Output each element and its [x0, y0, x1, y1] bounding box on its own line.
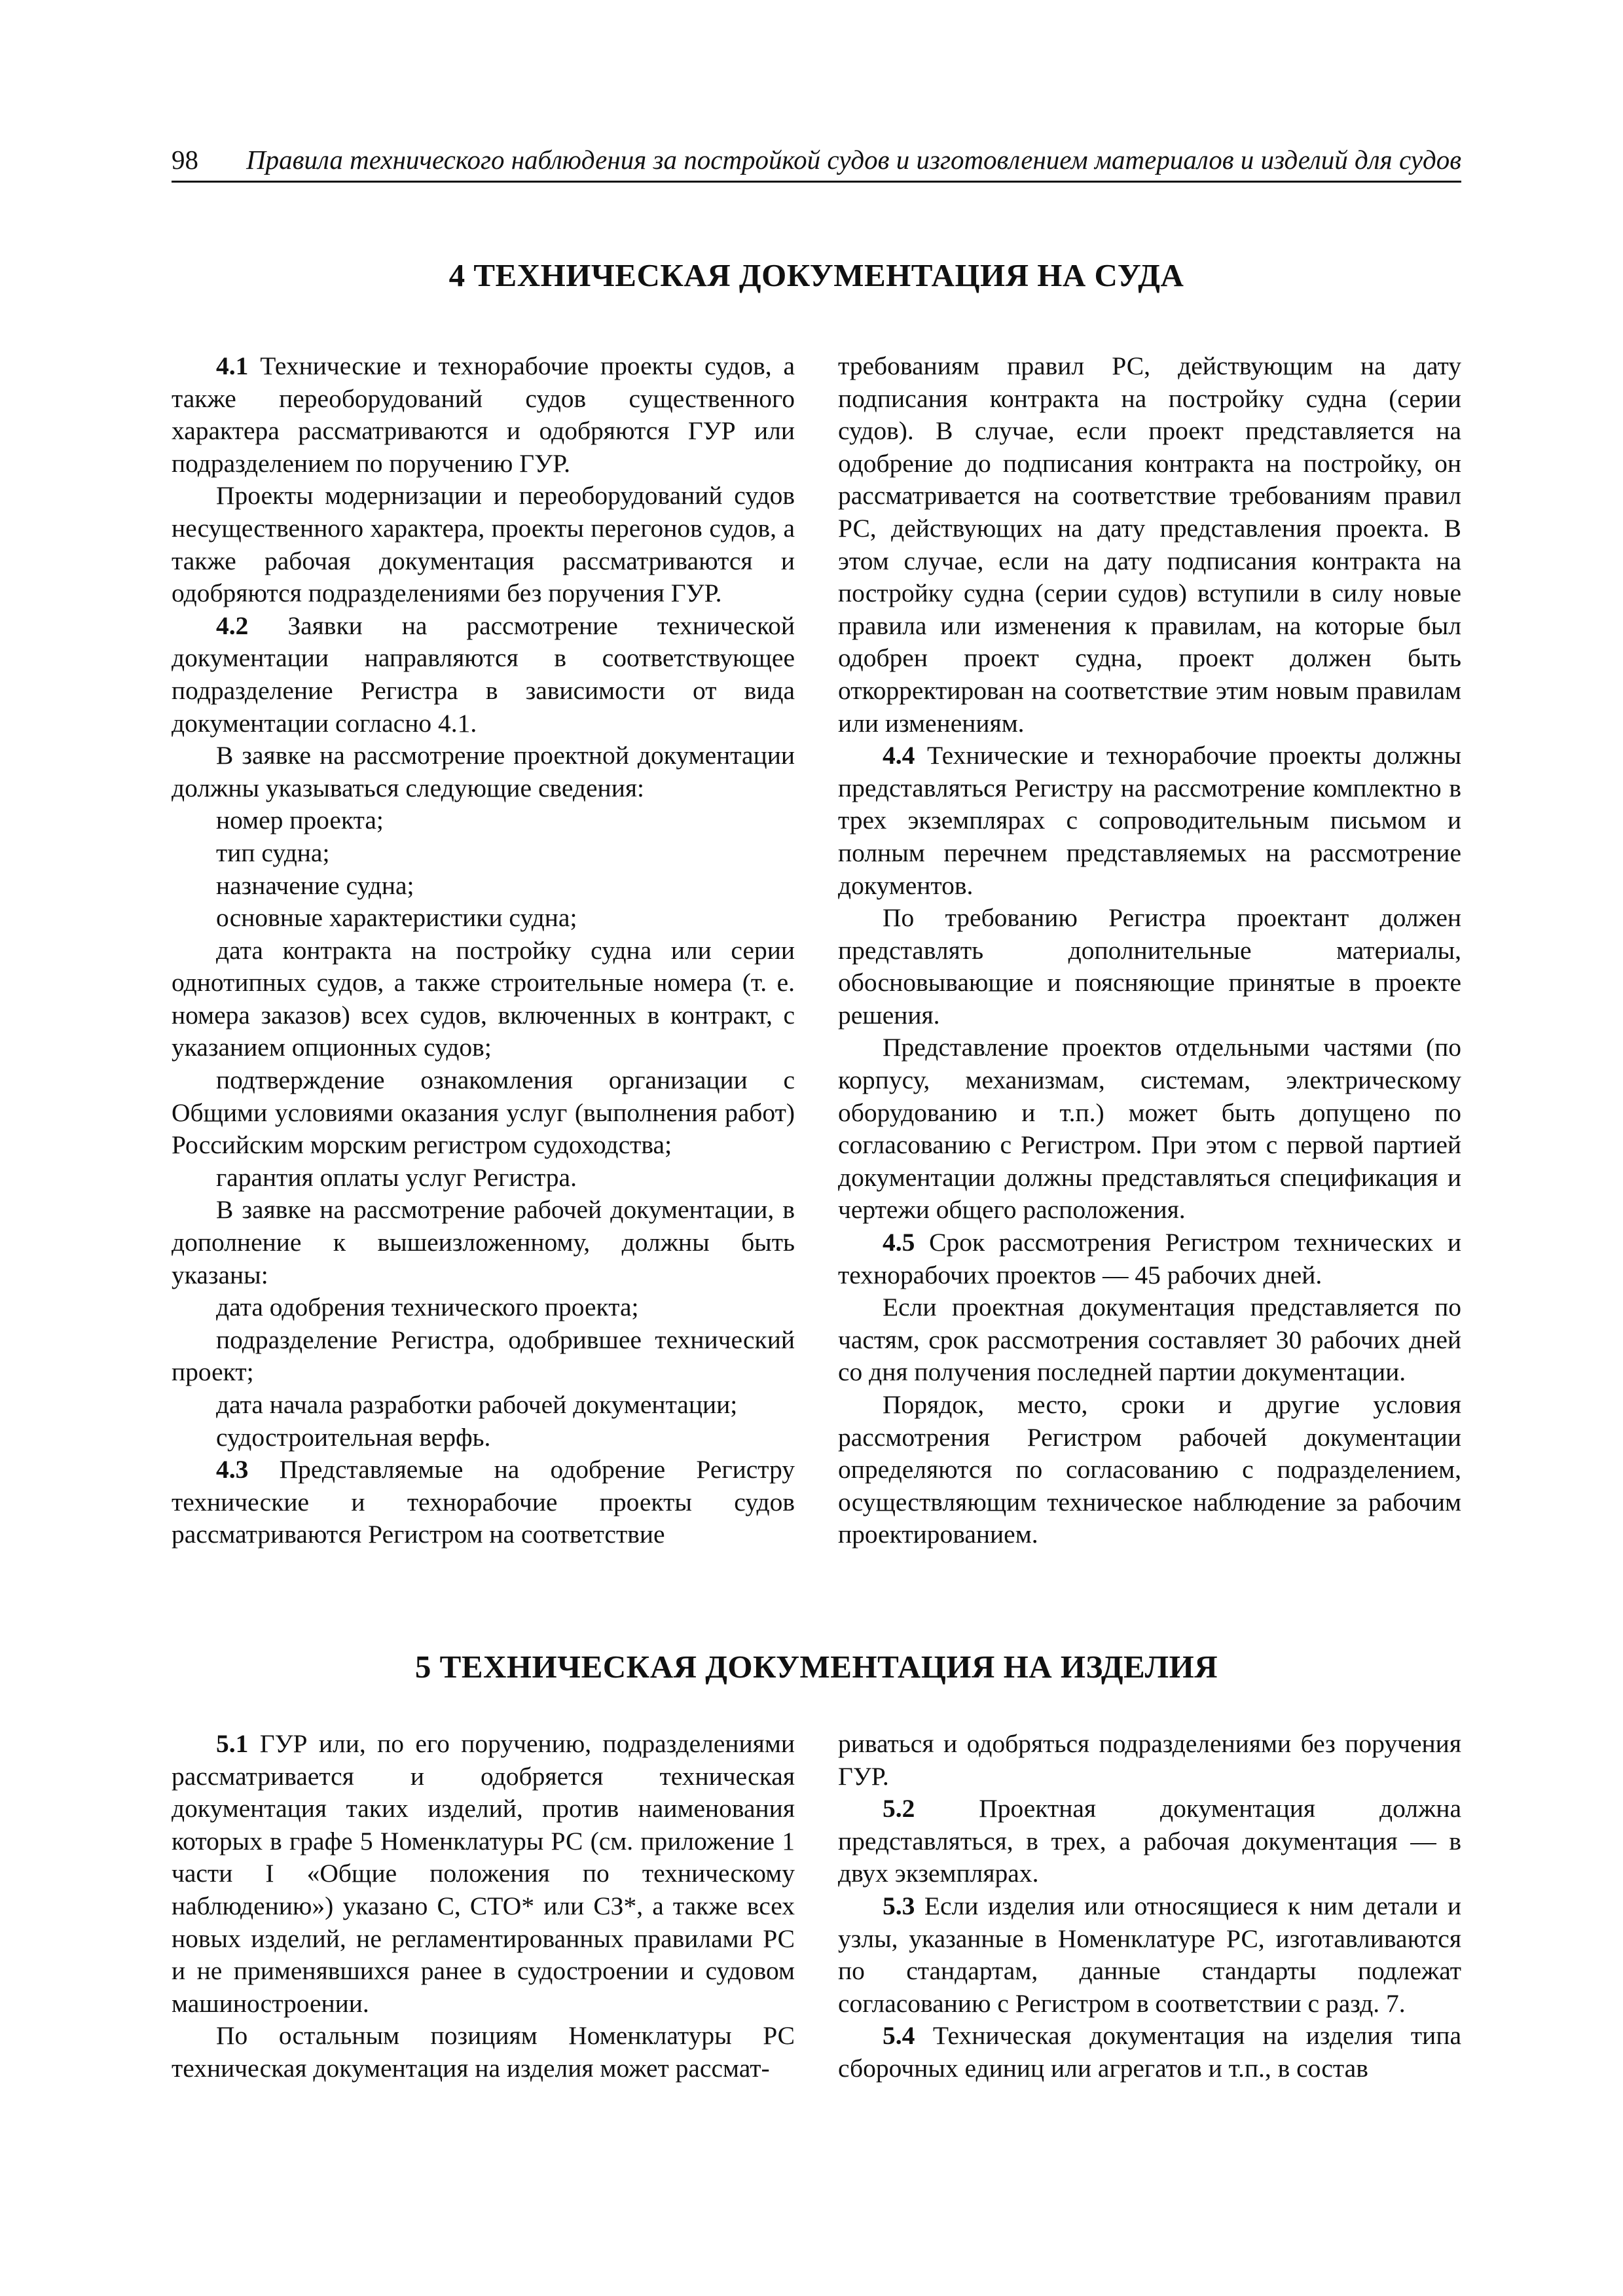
paragraph [172, 1728, 795, 2020]
page-number: 98 [172, 145, 198, 175]
running-header [172, 139, 1461, 183]
paragraph [838, 1793, 1461, 1890]
paragraph-text: дата одобрения технического проекта; [216, 1293, 639, 1322]
paragraph [172, 480, 795, 609]
paragraph-text: Порядок, место, сроки и другие условия рассмотрения Регистром рабочей документации определяются по согласованию с подразделением, осуществляющим техническое наблюдение за рабочим проектированием. [838, 1390, 1461, 1549]
section-4-right-column [838, 350, 1461, 1551]
paragraph-text: дата начала разработки рабочей документации; [216, 1390, 738, 1419]
paragraph [172, 935, 795, 1064]
clause-number: 5.3 [883, 1891, 915, 1920]
paragraph [172, 1422, 795, 1454]
clause-number: 5.4 [883, 2021, 915, 2051]
paragraph-text: ГУР или, по его поручению, подразделениями рассматривается и одобряется техническая документация таких изделий, против наименования которых в графе 5 Номенклатуры РС (см. приложение 1 части I «Общие положения по техническому наблюдению») указано С, СТО* или СЗ*, а также всех новых изделий, не регламентированных правилами РС и не применявшихся ранее в судостроении и судовом машиностроении. [172, 1729, 795, 2018]
paragraph [172, 1064, 795, 1162]
paragraph [838, 740, 1461, 902]
paragraph-text: судостроительная верфь. [216, 1422, 491, 1452]
paragraph [172, 1324, 795, 1389]
paragraph [838, 350, 1461, 740]
paragraph-text: риваться и одобряться подразделениями без поручения ГУР. [838, 1729, 1461, 1791]
clause-number: 4.4 [883, 741, 915, 770]
paragraph [838, 1728, 1461, 1793]
section-5-title: 5 ТЕХНИЧЕСКАЯ ДОКУМЕНТАЦИЯ НА ИЗДЕЛИЯ [414, 1649, 1218, 1685]
paragraph [838, 1291, 1461, 1389]
paragraph-text: Технические и технорабочие проекты должны представляться Регистру на рассмотрение комплектно в трех экземплярах с сопроводительным письмом и полным перечнем представляемых на рассмотрение документов. [838, 741, 1461, 900]
paragraph-text: Техническая документация на изделия типа сборочных единиц или агрегатов и т.п., в состав [838, 2021, 1461, 2083]
paragraph [172, 350, 795, 480]
section-4-left-column [172, 350, 795, 1551]
paragraph-text: Представляемые на одобрение Регистру технические и технорабочие проекты судов рассматриваются Регистром на соответствие [172, 1455, 795, 1549]
paragraph [172, 1454, 795, 1551]
paragraph [838, 1890, 1461, 2020]
paragraph-text: По требованию Регистра проектант должен представлять дополнительные материалы, обосновывающие и поясняющие принятые в проекте решения. [838, 903, 1461, 1030]
section-5-right-column [838, 1728, 1461, 2085]
running-title: Правила технического наблюдения за постройкой судов и изготовлением материалов и изделий для судов [246, 145, 1461, 175]
section-4-title: 4 ТЕХНИЧЕСКАЯ ДОКУМЕНТАЦИЯ НА СУДА [448, 257, 1184, 293]
paragraph-text: Срок рассмотрения Регистром технических и технорабочих проектов — 45 рабочих дней. [838, 1228, 1461, 1289]
paragraph-text: Если изделия или относящиеся к ним детали и узлы, указанные в Номенклатуре РС, изготавливаются по стандартам, данные стандарты подлежат согласованию с Регистром в соответствии с разд. 7. [838, 1891, 1461, 2018]
paragraph-text: подразделение Регистра, одобрившее технический проект; [172, 1325, 795, 1387]
paragraph [172, 1389, 795, 1422]
paragraph [838, 1227, 1461, 1291]
clause-number: 4.3 [216, 1455, 249, 1484]
paragraph-text: Проекты модернизации и переоборудований судов несущественного характера, проекты перегонов судов, а также рабочая документация рассматриваются и одобряются подразделениями без поручения ГУР. [172, 481, 795, 608]
paragraph [172, 1291, 795, 1324]
clause-number: 4.2 [216, 611, 249, 640]
paragraph [172, 902, 795, 935]
paragraph-text: Заявки на рассмотрение технической документации направляются в соответствующее подразделение Регистра в зависимости от вида документации согласно 4.1. [172, 611, 795, 738]
paragraph-text: номер проекта; [216, 806, 384, 835]
paragraph [172, 1162, 795, 1194]
paragraph [172, 870, 795, 903]
paragraph-text: дата контракта на постройку судна или серии однотипных судов, а также строительные номера (т. е. номера заказов) всех судов, включенных в контракт, с указанием опционных судов; [172, 935, 795, 1062]
paragraph [838, 1031, 1461, 1227]
section-5-left-column [172, 1728, 795, 2085]
paragraph [172, 804, 795, 837]
clause-number: 5.2 [883, 1794, 915, 1823]
paragraph [172, 837, 795, 870]
paragraph-text: В заявке на рассмотрение рабочей документации, в дополнение к вышеизложенному, должны быть указаны: [172, 1195, 795, 1289]
paragraph-text: назначение судна; [216, 870, 414, 900]
paragraph-text: Проектная документация должна представляться, в трех, а рабочая документация — в двух экземплярах. [838, 1794, 1461, 1888]
paragraph-text: По остальным позициям Номенклатуры РС техническая документация на изделия может рассмат- [172, 2021, 795, 2083]
paragraph-text: требованиям правил РС, действующим на дату подписания контракта на постройку судна (серии судов). В случае, если проект представляется на одобрение до подписания контракта на постройку, он рассматривается на соответствие требованиям правил РС, действующих на дату представления проекта. В этом случае, если на дату подписания контракта на постройку судна (серии судов) вступили в силу новые правила или изменения к правилам, на которые был одобрен проект судна, проект должен быть откорректирован на соответствие этим новым правилам или изменениям. [838, 351, 1461, 738]
paragraph [172, 740, 795, 804]
clause-number: 4.1 [216, 351, 249, 380]
paragraph-text: гарантия оплаты услуг Регистра. [216, 1162, 577, 1192]
paragraph-text: основные характеристики судна; [216, 903, 577, 933]
paragraph [172, 2020, 795, 2085]
paragraph [172, 1194, 795, 1291]
paragraph-text: тип судна; [216, 838, 330, 867]
paragraph-text: Технические и технорабочие проекты судов, а также переоборудований судов существенного характера рассматриваются и одобряются ГУР или подразделением по поручению ГУР. [172, 351, 795, 478]
paragraph [838, 1389, 1461, 1551]
paragraph [838, 902, 1461, 1031]
paragraph [172, 610, 795, 740]
paragraph-text: Представление проектов отдельными частями (по корпусу, механизмам, системам, электрическому оборудованию и т.п.) может быть допущено по согласованию с Регистром. При этом с первой партией документации должны представляться спецификация и чертежи общего расположения. [838, 1033, 1461, 1225]
clause-number: 5.1 [216, 1729, 249, 1758]
paragraph-text: Если проектная документация представляется по частям, срок рассмотрения составляет 30 рабочих дней со дня получения последней партии документации. [838, 1293, 1461, 1387]
paragraph [838, 2020, 1461, 2085]
paragraph-text: В заявке на рассмотрение проектной документации должны указываться следующие сведения: [172, 741, 795, 802]
clause-number: 4.5 [883, 1228, 915, 1257]
paragraph-text: подтверждение ознакомления организации с Общими условиями оказания услуг (выполнения работ) Российским морским регистром судоходства; [172, 1066, 795, 1160]
